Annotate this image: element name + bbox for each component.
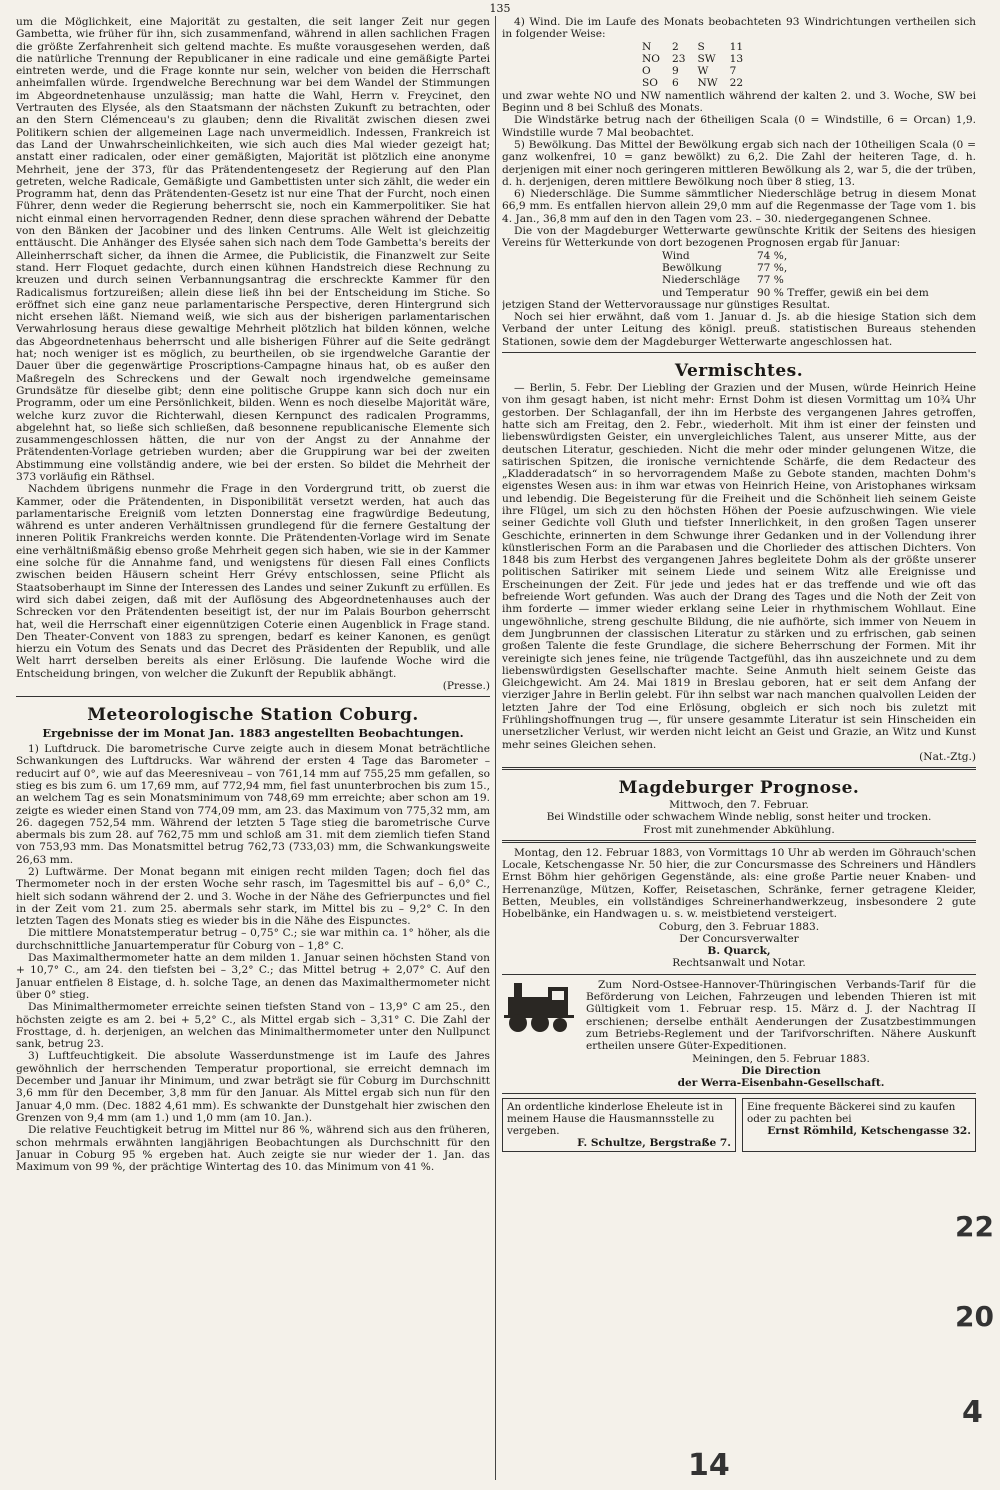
column-divider bbox=[495, 16, 496, 1480]
page-number: 135 bbox=[489, 2, 511, 15]
meteo-min-thermometer: Das Minimalthermometer erreichte seinen tiefsten Stand von – 13,9° C am 25., den höchsten zeigte es am 2. bei + 5,2° C., als Mittel ergab sich – 3,31° C. Die Zahl der Frosttage, d. h. derjenigen, an welchen das Minimalthermometer unter den Nullpunct sank, betrug 23. bbox=[16, 1001, 490, 1051]
handwritten-mark: 22 bbox=[955, 1210, 994, 1243]
locomotive-icon bbox=[502, 979, 580, 1035]
railway-notice bbox=[502, 979, 976, 1090]
cloud-cover: 5) Bewölkung. Das Mittel der Bewölkung ergab sich nach der 10theiligen Scala (0 = ganz wolkenfrei, 10 = ganz bewölkt) zu 6,2. Die Zahl der heiteren Tage, d. h. derjenigen mit einer noch geringeren mittleren Bewölkung als 2, war 5, die der trüben, d. h. derjenigen, deren mittlere Bewölkung noch über 8 stieg, 13. bbox=[502, 138, 976, 188]
small-ad-bakery bbox=[742, 1098, 976, 1152]
railway-signer: Die Direction bbox=[741, 1064, 821, 1077]
forecast-result: jetzigen Stand der Wettervoraussage nur günstiges Resultat. bbox=[502, 298, 831, 311]
left-column bbox=[16, 16, 490, 1482]
prognosis-line: Bei Windstille oder schwachem Winde neblig, sonst heiter und trocken. bbox=[546, 811, 932, 824]
forecast-table bbox=[662, 250, 937, 299]
railway-notice-date: Meiningen, den 5. Februar 1883. bbox=[692, 1052, 870, 1065]
meteo-humidity: 3) Luftfeuchtigkeit. Die absolute Wasserdunstmenge ist im Laufe des Jahres gewöhnlich der herrschenden Temperatur proportional, sie erreicht demnach im December und Januar ihr Minimum, und zwar beträgt sie für Coburg im Durchschnitt 3,6 mm für den December, 3,8 mm für den Januar. Als Mittel ergab sich nun für den Januar 4,0 mm. (Dec. 1882 4,61 mm). Es schwankte der Dunstgehalt hier zwischen den Grenzen von 9,4 mm (am 1.) und 1,0 mm (am 10. Jan.). bbox=[16, 1050, 490, 1124]
wind-strength: Die Windstärke betrug nach der 6theiligen Scala (0 = Windstille, 6 = Orcan) 1,9. Windstille wurde 7 Mal beobachtet. bbox=[502, 114, 976, 139]
politics-paragraph-2: Nachdem übrigens nunmehr die Frage in den Vordergrund tritt, ob zuerst die Kammer, oder die Prätendenten, in Disponibilität versetzt werden, hat auch das parlamentarische Ereigniß vom letzten Donnerstag eine fragwürdige Bedeutung, während es unter anderen Verhältnissen grundlegend für die fernere Gestaltung der inneren Politik Frankreichs werden konnte. Die Prätendenten-Vorlage wird im Senate eine verhältnißmäßig ebenso große Mehrheit gegen sich haben, wie sie in der Kammer eine solche für die Annahme fand, und wenigstens für diesen Fall eines Conflicts zwischen beiden Häusern scheint Herr Grévy entschlossen, seine Pflicht als Staatsoberhaupt im Sinne der Interessen des Landes und seiner Zukunft zu erfüllen. Es wird sich dabei zeigen, daß mit der Auflösung des Abgeordnetenhauses auch der Schrecken vor den Prätendenten beseitigt ist, der nur im Palais Bourbon geherrscht hat, weil die Herrschaft einer eigennützigen Coterie einen Augenblick in Frage stand. Den Theater-Convent von 1883 zu sprengen, bedarf es keiner Kanonen, es genügt hierzu ein Votum des Senats und das Decret des Präsidenten der Republik, und alle Welt harrt derselben bereits als einer Erlösung. Die laufende Woche wird die Entscheidung bringen, von welcher die Zukunft der Republik abhängt. bbox=[16, 483, 490, 680]
handwritten-mark: 4 bbox=[962, 1395, 983, 1430]
misc-dohm-obituary: — Berlin, 5. Febr. Der Liebling der Grazien und der Musen, würde Heinrich Heine von ihm gesagt haben, ist nicht mehr: Ernst Dohm ist diesen Vormittag um 10¾ Uhr gestorben. Der Schlaganfall, der ihn im Herbste des vergangenen Jahres getroffen, hatte sich am Freitag, den 2. Febr., wiederholt. Mit ihm ist einer der feinsten und liebenswürdigsten Geister, ein unvergleichliches Talent, aus unserer Mitte, aus der deutschen Literatur, geschieden. Nicht die mehr oder minder gelungenen Witze, die satirischen Spitzen, die ironische vernichtende Schärfe, die dem Redacteur des „Kladderadatsch“ in so hervorragendem Maße zu Gebote standen, machten Dohm's eigenstes Wesen aus: in ihm war etwas von Heinrich Heine, von Aristophanes wirksam und lebendig. Die Begeisterung für die Freiheit und die Schönheit lieh seinem Geiste ihre Flügel, um sich zu den höchsten Höhen der Poesie aufzuschwingen. Wie viele seiner Gedichte voll Gluth und tiefster Innerlichkeit, in den großen Tagen unserer Geschichte, erinnerten in dem Schwunge ihrer Gedanken und in der Vollendung ihrer künstlerischen Form an die Parabasen und die Chorlieder des attischen Dichters. Von 1848 bis zum Herbst des vergangenen Jahres begleitete Dohm als der größte unserer politischen Satiriker mit seinem Liede und seinem Witz alle Ereignisse und Erscheinungen der Zeit. Für jede und jedes hat er das treffende und wie oft das befreiende Wort gefunden. Was auch der Drang des Tages und die Noth der Zeit von ihm forderte — immer wieder erklang seine Leier in rhythmischem Wohllaut. Eine ungewöhnliche, streng geschulte Bildung, die nie aufhörte, sich immer von Neuem in dem Jungbrunnen der classischen Literatur zu stärken und zu erfrischen, gab seinen großen Talente die feste Grundlage, die sichere Beherrschung der Formen. Mit ihr vereinigte sich jenes feine, nie trügende Tactgefühl, das ihn auszeichnete und zu dem liebenswürdigsten Gesellschafter machte. Seine Anmuth hielt seinem Geiste das Gleichgewicht. Am 24. Mai 1819 in Breslau geboren, hat er seit dem Anfang der vierziger Jahre in Berlin gelebt. Für ihn selbst war nach manchen qualvollen Leiden der letzten Jahre der Tod eine Erlösung, obgleich er sich noch bis zuletzt mit Frühlingshoffnungen trug —, für unsere gesammte Literatur ist sein Hinscheiden ein unersetzlicher Verlust, wir werden nicht leicht an Geist und Grazie, an Witz und Kunst mehr seines Gleichen sehen. bbox=[502, 382, 976, 751]
small-ad-housekeeper bbox=[502, 1098, 736, 1152]
meteo-mean-temperature: Die mittlere Monatstemperatur betrug – 0,75° C.; sie war mithin ca. 1° höher, als die durchschnittliche Januartemperatur für Coburg von – 1,8° C. bbox=[16, 927, 490, 952]
railway-signer-company: der Werra-Eisenbahn-Gesellschaft. bbox=[677, 1077, 885, 1090]
divider bbox=[16, 696, 490, 697]
small-ads bbox=[502, 1098, 976, 1152]
wind-row: O 9 W 7 bbox=[642, 65, 737, 78]
auction-date: Coburg, den 3. Februar 1883. bbox=[658, 920, 820, 933]
precipitation: 6) Niederschläge. Die Summe sämmtlicher Niederschläge betrug in diesem Monat 66,9 mm. Es entfallen hiervon allein 29,0 mm auf die Regenmasse der Tage vom 1. bis 4. Jan., 36,8 mm auf den in den Tagen vom 23. – 30. niedergegangenen Schnee. bbox=[502, 188, 976, 225]
right-column bbox=[502, 16, 976, 1482]
small-ad-signature: Ernst Römhild, Ketschengasse 32. bbox=[767, 1125, 971, 1138]
politics-source: (Presse.) bbox=[442, 680, 490, 693]
prognosis-date: Mittwoch, den 7. Februar. bbox=[669, 798, 809, 811]
divider bbox=[502, 840, 976, 843]
prognosis-title: Magdeburger Prognose. bbox=[618, 777, 860, 798]
handwritten-mark: 14 bbox=[688, 1448, 730, 1483]
wind-intro: 4) Wind. Die im Laufe des Monats beobachteten 93 Windrichtungen vertheilen sich in folgender Weise: bbox=[502, 16, 976, 41]
meteo-air-pressure: 1) Luftdruck. Die barometrische Curve zeigte auch in diesem Monat beträchtliche Schwankungen des Luftdrucks. War während der ersten 4 Tage das Barometer – reducirt auf 0°, wie auf das Meeresniveau – von 761,14 mm auf 755,25 mm gefallen, so stieg es bis zum 6. um 17,69 mm, auf 772,94 mm, fiel fast ununterbrochen bis zum 15., an welchem Tag es sein Monatsminimum von 748,69 mm erreichte; aber schon am 19. zeigte es wieder einen Stand von 774,09 mm, am 23. das Maximum von 775,32 mm, am 26. dagegen 752,54 mm. Während der letzten 5 Tage stieg die barometrische Curve abermals bis zum 28. auf 762,75 mm und schloß am 31. mit dem ziemlich tiefen Stand von 753,93 mm. Das Monatsmittel betrug 762,73 (733,03) mm, die Schwankungsweite 26,63 mm. bbox=[16, 743, 490, 866]
railway-notice-text: Zum Nord-Ostsee-Hannover-Thüringischen Verbands-Tarif für die Beförderung von Leichen, Fahrzeugen und lebenden Thieren ist mit Gültigkeit vom 1. Februar resp. 15. März d. J. der Nachtrag II erschienen; derselbe enthält Aenderungen der Zusatzbestimmungen zum Betriebs-Reglement und der Tarifvorschriften. Nähere Auskunft ertheilen unsere Güter-Expeditionen. bbox=[586, 978, 976, 1053]
auction-signer-role: Der Concursverwalter bbox=[679, 932, 799, 945]
prognosis-line: Frost mit zunehmender Abkühlung. bbox=[643, 823, 835, 836]
forecast-row: Bewölkung 77 %, bbox=[662, 261, 788, 274]
meteo-relative-humidity: Die relative Feuchtigkeit betrug im Mittel nur 86 %, während sich aus den früheren, schon mehrmals erwähnten langjährigen Beobachtungen als Durchschnitt für den Januar in Coburg 95 % ergeben hat. Auch zeigte sie nur wieder der 1. Jan. das Maximum von 99 %, der prächtige Wintertag des 10. das Minimum von 41 %. bbox=[16, 1124, 490, 1174]
divider bbox=[502, 1093, 976, 1094]
misc-title: Vermischtes. bbox=[674, 361, 804, 382]
auction-signer-title: Rechtsanwalt und Notar. bbox=[672, 957, 806, 970]
meteo-subtitle: Ergebnisse der im Monat Jan. 1883 angestellten Beobachtungen. bbox=[42, 726, 464, 741]
wind-table bbox=[642, 41, 755, 90]
divider bbox=[502, 352, 976, 353]
handwritten-mark: 20 bbox=[955, 1300, 994, 1333]
forecast-row: Wind 74 %, bbox=[662, 249, 788, 262]
wind-row: N 2 S 11 bbox=[642, 40, 744, 53]
forecast-row: Niederschläge 77 % bbox=[662, 274, 784, 287]
station-note: Noch sei hier erwähnt, daß vom 1. Januar d. Js. ab die hiesige Station sich dem Verband der unter Leitung des königl. preuß. statistischen Bureaus stehenden Stationen, sowie dem der Magdeburger Wetterwarte angeschlossen hat. bbox=[502, 311, 976, 348]
meteo-max-thermometer: Das Maximalthermometer hatte an dem milden 1. Januar seinen höchsten Stand von + 10,7° C., am 24. den tiefsten bei – 3,2° C.; das Mittel betrug + 2,07° C. Auf den Januar entfielen 8 Eistage, d. h. solche Tage, an denen das Maximalthermometer nicht über 0° stieg. bbox=[16, 952, 490, 1001]
divider bbox=[502, 974, 976, 975]
forecast-row: und Temperatur 90 % Treffer, gewiß ein bei dem bbox=[662, 286, 929, 299]
meteo-air-temperature: 2) Luftwärme. Der Monat begann mit einigen recht milden Tagen; doch fiel das Thermometer noch in der ersten Woche sehr rasch, im Tagesmittel bis auf – 6,0° C., hielt sich sodann während der 2. und 3. Woche in der Nähe des Gefrierpunctes und fiel in der Zeit vom 21. zum 25. abermals sehr stark, im Mittel bis zu – 9,2° C. In den letzten Tagen des Monats stieg es wieder bis in die Nähe des Eispunctes. bbox=[16, 866, 490, 928]
small-ad-text: An ordentliche kinderlose Eheleute ist in meinem Hause die Hausmannsstelle zu vergeben. bbox=[507, 1101, 723, 1138]
wind-row: NO 23 SW 13 bbox=[642, 52, 744, 65]
wind-row: SO 6 NW 22 bbox=[642, 77, 744, 90]
divider bbox=[502, 767, 976, 770]
meteo-title: Meteorologische Station Coburg. bbox=[87, 705, 419, 726]
small-ad-text: Eine frequente Bäckerei sind zu kaufen oder zu pachten bei bbox=[747, 1101, 956, 1126]
misc-source: (Nat.-Ztg.) bbox=[919, 750, 976, 763]
forecast-critique: Die von der Magdeburger Wetterwarte gewünschte Kritik der Seitens des hiesigen Vereins für Wetterkunde von dort bezogenen Prognosen ergab für Januar: bbox=[502, 225, 976, 250]
politics-paragraph-1: um die Möglichkeit, eine Majorität zu gestalten, die seit langer Zeit nur gegen Gambetta, wie früher für ihn, sich zusammenfand, während in allen sachlichen Fragen die größte Zerfahrenheit sich geltend machte. Es mußte vorausgesehen werden, daß die natürliche Trennung der Republicaner in eine radicale und eine gemäßigte Partei eintreten werde, und die Frage konnte nur sein, welcher von beiden die Herrschaft anheimfallen würde. Irgendwelche Berechnung war bei dem Wandel der Stimmungen im Abgeordnetenhause unzulässig; man hatte die Wahl, Herrn v. Freycinet, den Vertrauten des Elysée, als den Staatsmann der nächsten Zukunft zu betrachten, oder an den Stern Clémenceau's zu glauben; denn die Rivalität zwischen diesen zwei Politikern schien der allgemeinen Lage nach unvermeidlich. Indessen, Frankreich ist das Land der Unwahrscheinlichkeiten, wie sich auch dies Mal wieder gezeigt hat; anstatt einer radicalen, oder einer gemäßigten, Majorität ist plötzlich eine anonyme Mehrheit, jene der 373, für das Prätendentengesetz der Regierung auf den Plan getreten, welche Radicale, Gemäßigte und Gambettisten unter sich zählt, die weder ein Programm hat, denn das Prätendenten-Gesetz ist nur eine That der Furcht, noch einen Führer, denn weder die Regierung beherrscht sie, noch ein Kammerpolitiker. Sie hat nicht einmal einen hervorragenden Redner, denn diese sprachen während der Debatte von den Bänken der Jacobiner und des linken Centrums. Alle Welt ist gleichzeitig enttäuscht. Die Anhänger des Elysée sahen sich nach dem Tode Gambetta's bereits der Alleinherrschaft sicher, da ihnen die Armee, die Publicistik, die Finanzwelt zur Seite stand. Herr Floquet gedachte, durch einen kühnen Handstreich diese Rechnung zu kreuzen und durch seinen Verbannungsantrag die erschreckte Kammer für den Radicalismus fortzureißen; allein diese ließ ihn bei der Entscheidung im Stiche. So eröffnet sich eine ganz neue parlamentarische Perspective, deren Hintergrund sich nicht ersehen läßt. Niemand weiß, wie sich aus der bisherigen parlamentarischen Verwahrlosung heraus diese gewaltige Mehrheit plötzlich hat bilden können, welche das Abgeordnetenhaus beherrscht und alle bisherigen Führer auf die Seite gedrängt hat; noch weniger ist es möglich, zu beurtheilen, ob sie irgendwelche Garantie der Dauer über die gegenwärtige Proscriptions-Campagne hinaus hat, ob es außer den Maßregeln des Schreckens und der Gewalt noch irgendwelche gemeinsame Grundsätze für dieselbe gibt; denn eine politische Gruppe kann sich doch nur ein Programm, oder um eine Persönlichkeit, bilden. Wenn es noch dieselbe Majorität wäre, welche kurz zuvor die Richterwahl, diesen Kernpunct des radicalen Programms, abgelehnt hat, so ließe sich schließen, daß besonnene republicanische Elemente sich zusammengeschlossen hätten, die nur von der Angst zu der Annahme der Prätendenten-Vorlage getrieben wurden; aber die Gruppirung war bei der zweiten Abstimmung eine vollständig andere, wie bei der ersten. So bildet die Mehrheit der 373 vorläufig ein Räthsel. bbox=[16, 16, 490, 483]
auction-signer-name: B. Quarck, bbox=[707, 945, 771, 958]
auction-ad-text: Montag, den 12. Februar 1883, von Vormittags 10 Uhr ab werden im Göhrauch'schen Locale, Ketschengasse Nr. 50 hier, die zur Concursmasse des Schreiners und Händlers Ernst Böhm hier gehörigen Gegenstände, als: eine große Partie neuer Knaben- und Herrenanzüge, Mützen, Koffer, Reisetaschen, Schränke, ferner getragene Kleider, Betten, Meubles, ein vollständiges Schreinerhandwerkzeug, insbesondere 2 gute Hobelbänke, ein Handwagen u. s. w. meistbietend versteigert. bbox=[502, 846, 976, 921]
wind-paragraph: und zwar wehte NO und NW namentlich während der kalten 2. und 3. Woche, SW bei Beginn und 8 bei Schluß des Monats. bbox=[502, 89, 976, 115]
small-ad-signature: F. Schultze, Bergstraße 7. bbox=[577, 1137, 731, 1150]
